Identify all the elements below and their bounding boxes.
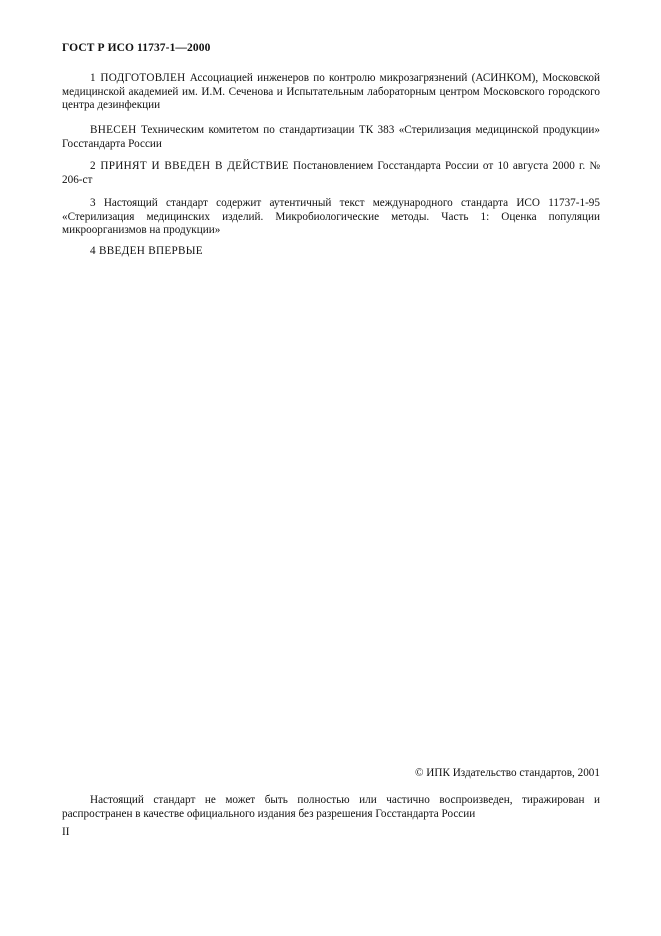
- paragraph-lead: 1 ПОДГОТОВЛЕН: [90, 72, 186, 84]
- paragraph-prepared-by: [62, 72, 600, 113]
- document-header: ГОСТ Р ИСО 11737-1—2000: [62, 42, 211, 54]
- paragraph-text: Ассоциацией инженеров по контролю микрозагрязнений (АСИНКОМ), Московской медицинской академией им. И.М. Сеченова и Испытательным лабораторным центром Московского городского центра дезинфекции: [62, 72, 600, 111]
- paragraph-text: Постановлением Госстандарта России от 10 августа 2000 г. № 206-ст: [62, 160, 601, 186]
- paragraph-text: Настоящий стандарт содержит аутентичный текст международного стандарта ИСО 11737-1-95 «Стерилизация медицинских изделий. Микробиологические методы. Часть 1: Оценка популяции микроорганизмов на продукции»: [62, 197, 600, 236]
- paragraph-first-introduced: [62, 245, 600, 259]
- paragraph-lead: 3: [90, 197, 96, 209]
- paragraph-adopted: [62, 160, 600, 187]
- paragraph-lead: 4 ВВЕДЕН ВПЕРВЫЕ: [90, 245, 203, 257]
- reproduction-notice-text: Настоящий стандарт не может быть полностью или частично воспроизведен, тиражирован и распространен в качестве официального издания без разрешения Госстандарта России: [62, 794, 600, 820]
- paragraph-introduced-by: [62, 124, 600, 151]
- paragraph-text: Техническим комитетом по стандартизации ТК 383 «Стерилизация медицинской продукции» Госстандарта России: [62, 124, 600, 150]
- paragraph-lead: ВНЕСЕН: [90, 124, 137, 136]
- paragraph-lead: 2 ПРИНЯТ И ВВЕДЕН В ДЕЙСТВИЕ: [90, 160, 289, 172]
- copyright-line: © ИПК Издательство стандартов, 2001: [414, 767, 600, 779]
- reproduction-notice: [62, 794, 600, 821]
- paragraph-authentic-text: [62, 197, 600, 238]
- page-number: II: [62, 826, 70, 838]
